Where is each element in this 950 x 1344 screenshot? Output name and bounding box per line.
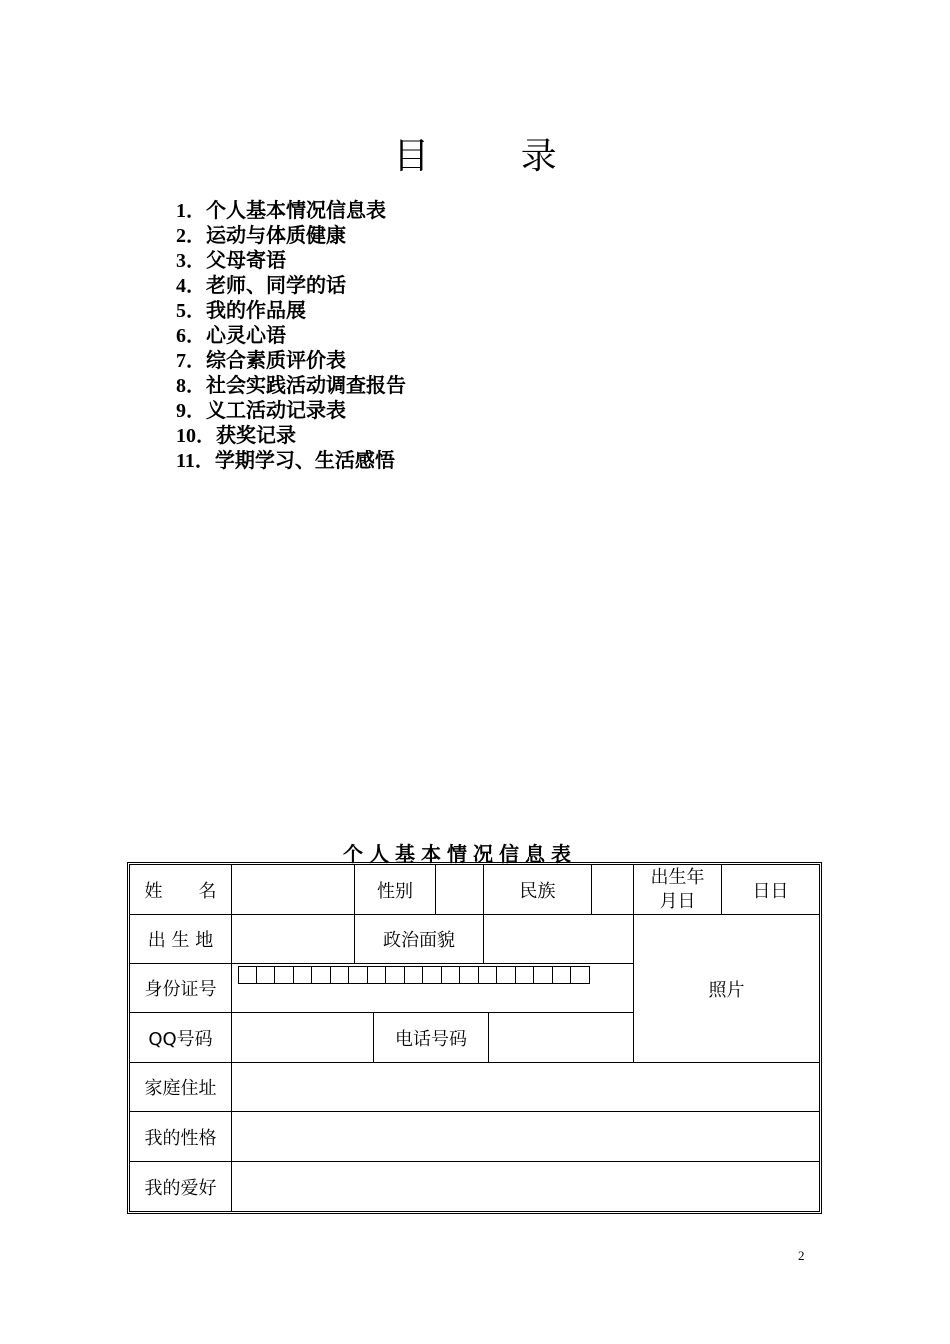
name-field[interactable] bbox=[232, 865, 355, 915]
toc-item-number: 10． bbox=[176, 425, 216, 447]
ethnicity-label: 民族 bbox=[484, 865, 592, 915]
phone-label: 电话号码 bbox=[374, 1013, 489, 1063]
toc-item-number: 11． bbox=[176, 450, 215, 472]
phone-field[interactable] bbox=[489, 1013, 634, 1063]
id-label: 身份证号 bbox=[130, 964, 232, 1013]
birth-field[interactable]: 日日 bbox=[722, 865, 819, 915]
address-field[interactable] bbox=[232, 1063, 819, 1112]
toc-item-label: 个人基本情况信息表 bbox=[206, 198, 386, 222]
toc-item-number: 3． bbox=[176, 250, 206, 272]
gender-label: 性别 bbox=[355, 865, 436, 915]
ethnicity-field[interactable] bbox=[592, 865, 634, 915]
qq-field[interactable] bbox=[232, 1013, 374, 1063]
toc-item-label: 社会实践活动调查报告 bbox=[206, 373, 406, 397]
toc-item-number: 6． bbox=[176, 325, 206, 347]
toc-item-number: 7． bbox=[176, 350, 206, 372]
personality-label: 我的性格 bbox=[130, 1112, 232, 1162]
toc-item-label: 心灵心语 bbox=[206, 323, 286, 347]
toc-item bbox=[176, 198, 406, 223]
toc-item-label: 义工活动记录表 bbox=[206, 398, 346, 422]
id-number-boxes[interactable] bbox=[238, 966, 590, 984]
hobby-field[interactable] bbox=[232, 1162, 819, 1211]
toc-item-number: 9． bbox=[176, 400, 206, 422]
toc-item-label: 老师、同学的话 bbox=[206, 273, 346, 297]
name-label: 姓 名 bbox=[130, 865, 232, 915]
info-table-title: 个人基本情况信息表 bbox=[343, 842, 577, 866]
toc-item-label: 获奖记录 bbox=[216, 423, 296, 447]
toc-item bbox=[176, 348, 406, 373]
table-of-contents bbox=[176, 198, 406, 473]
page-number: 2 bbox=[798, 1248, 805, 1263]
toc-item bbox=[176, 273, 406, 298]
toc-item-number: 1． bbox=[176, 200, 206, 222]
info-table bbox=[129, 864, 820, 1212]
toc-item bbox=[176, 448, 406, 473]
toc-item-label: 父母寄语 bbox=[206, 248, 286, 272]
toc-item-label: 综合素质评价表 bbox=[206, 348, 346, 372]
personality-field[interactable] bbox=[232, 1112, 819, 1162]
toc-item-number: 8． bbox=[176, 375, 206, 397]
photo-area: 照片 bbox=[634, 915, 819, 1063]
gender-field[interactable] bbox=[436, 865, 484, 915]
toc-item bbox=[176, 398, 406, 423]
toc-item bbox=[176, 323, 406, 348]
toc-item bbox=[176, 298, 406, 323]
birthplace-field[interactable] bbox=[232, 915, 355, 964]
political-field[interactable] bbox=[484, 915, 634, 964]
page-title: 目 录 bbox=[393, 136, 597, 177]
toc-item-number: 2． bbox=[176, 225, 206, 247]
toc-item bbox=[176, 423, 406, 448]
toc-item-label: 学期学习、生活感悟 bbox=[214, 448, 395, 472]
hobby-label: 我的爱好 bbox=[130, 1162, 232, 1211]
toc-item bbox=[176, 248, 406, 273]
toc-item bbox=[176, 223, 406, 248]
address-label: 家庭住址 bbox=[130, 1063, 232, 1112]
toc-item-number: 5． bbox=[176, 300, 206, 322]
political-label: 政治面貌 bbox=[355, 915, 484, 964]
birthplace-label: 出 生 地 bbox=[130, 915, 232, 964]
qq-label: QQ号码 bbox=[130, 1013, 232, 1063]
toc-item bbox=[176, 373, 406, 398]
toc-item-number: 4． bbox=[176, 275, 206, 297]
toc-item-label: 我的作品展 bbox=[206, 298, 306, 322]
toc-item-label: 运动与体质健康 bbox=[206, 223, 346, 247]
birth-label: 出生年月日 bbox=[634, 865, 722, 915]
